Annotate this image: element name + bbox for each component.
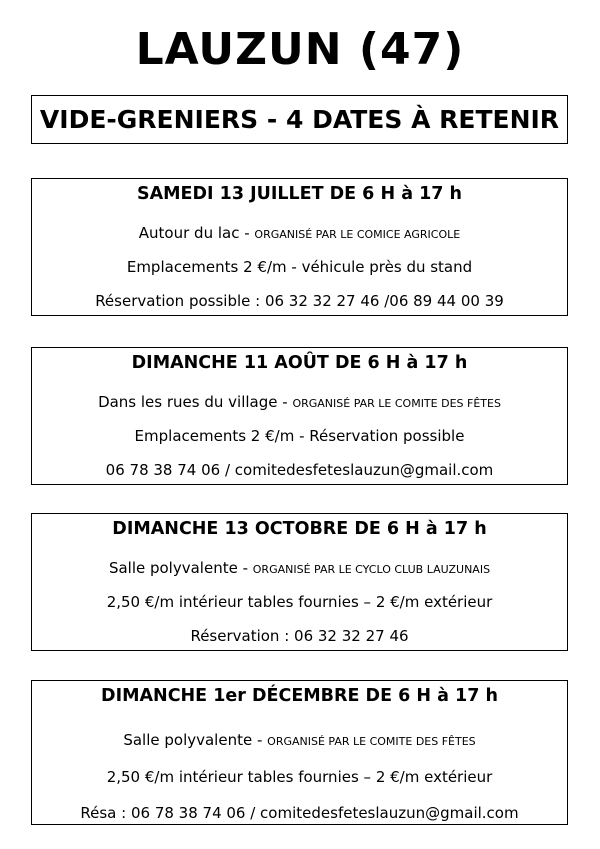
event-box-4 bbox=[31, 680, 568, 825]
event-details: Emplacements 2 €/m - Réservation possible bbox=[134, 427, 465, 445]
event-location-line bbox=[32, 730, 567, 752]
event-box-3 bbox=[31, 513, 568, 651]
separator: - bbox=[252, 731, 268, 749]
separator: - bbox=[237, 559, 253, 577]
event-location: Dans les rues du village bbox=[98, 393, 278, 411]
event-date: DIMANCHE 1er DÉCEMBRE DE 6 H à 17 h bbox=[101, 686, 498, 706]
event-contact: Réservation : 06 32 32 27 46 bbox=[190, 627, 409, 645]
event-contact: Réservation possible : 06 32 32 27 46 /06 89 44 00 39 bbox=[95, 292, 504, 310]
event-date: DIMANCHE 13 OCTOBRE DE 6 H à 17 h bbox=[112, 519, 487, 539]
event-location-line bbox=[32, 223, 567, 245]
event-organizer: ORGANISÉ PAR LE COMICE AGRICOLE bbox=[254, 228, 461, 241]
event-location: Salle polyvalente bbox=[108, 559, 238, 577]
event-details: 2,50 €/m intérieur tables fournies – 2 €/m extérieur bbox=[106, 768, 493, 786]
event-box-1 bbox=[31, 178, 568, 316]
event-date: DIMANCHE 11 AOÛT DE 6 H à 17 h bbox=[131, 353, 468, 373]
event-location-line bbox=[32, 558, 567, 580]
event-location-line bbox=[32, 392, 567, 414]
separator: - bbox=[277, 393, 293, 411]
event-location: Autour du lac bbox=[138, 224, 240, 242]
event-details: 2,50 €/m intérieur tables fournies – 2 €/m extérieur bbox=[106, 593, 493, 611]
event-contact: 06 78 38 74 06 / comitedesfeteslauzun@gmail.com bbox=[105, 461, 494, 479]
page-subtitle: VIDE-GRENIERS - 4 DATES À RETENIR bbox=[31, 95, 568, 144]
event-box-2 bbox=[31, 347, 568, 485]
event-contact: Résa : 06 78 38 74 06 / comitedesfeteslauzun@gmail.com bbox=[80, 804, 519, 822]
page-title: LAUZUN (47) bbox=[135, 24, 465, 75]
event-details: Emplacements 2 €/m - véhicule près du stand bbox=[126, 258, 473, 276]
event-organizer: ORGANISÉ PAR LE COMITE DES FÊTES bbox=[267, 735, 476, 748]
event-organizer: ORGANISÉ PAR LE CYCLO CLUB LAUZUNAIS bbox=[252, 563, 491, 576]
event-date: SAMEDI 13 JUILLET DE 6 H à 17 h bbox=[137, 184, 462, 204]
event-organizer: ORGANISÉ PAR LE COMITE DES FÊTES bbox=[292, 397, 501, 410]
separator: - bbox=[239, 224, 255, 242]
event-location: Salle polyvalente bbox=[123, 731, 253, 749]
